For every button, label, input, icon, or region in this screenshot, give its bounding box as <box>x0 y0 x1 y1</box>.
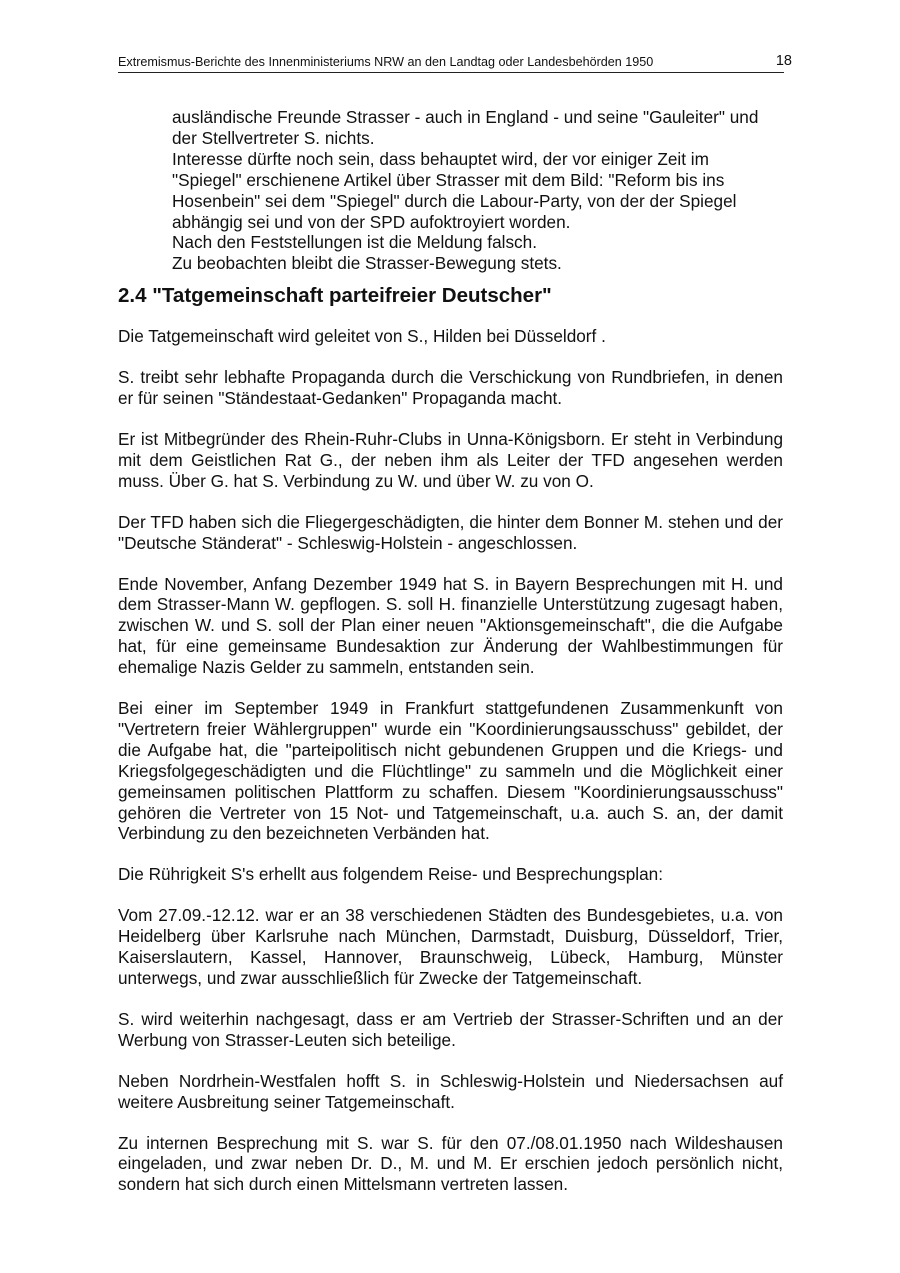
section-heading: 2.4 "Tatgemeinschaft parteifreier Deutscher" <box>118 284 552 308</box>
paragraph: Bei einer im September 1949 in Frankfurt stattgefundenen Zusammenkunft von "Vertretern freier Wählergruppen" wurde ein "Koordinierungsausschuss" gebildet, der die Aufgabe hat, die "parteipolitisch nicht gebundenen Gruppen und die Kriegs- und Kriegsfolgegeschädigten und die Flüchtlinge" zu sammeln und die Möglichkeit einer gemeinsamen politischen Plattform zu schaffen. Diesem "Koordinierungsausschuss" gehören die Vertreter von 15 Not- und Tatgemeinschaft, u.a. auch S. an, der damit Verbindung zu den bezeichneten Verbänden hat. <box>118 698 783 844</box>
paragraph: Die Tatgemeinschaft wird geleitet von S., Hilden bei Düsseldorf . <box>118 326 606 347</box>
page-header <box>118 53 792 73</box>
paragraph: S. treibt sehr lebhafte Propaganda durch die Verschickung von Rundbriefen, in denen er für seinen "Ständestaat-Gedanken" Propaganda macht. <box>118 367 783 409</box>
paragraph: Zu internen Besprechung mit S. war S. für den 07./08.01.1950 nach Wildeshausen eingeladen, und zwar neben Dr. D., M. und M. Er erschien jedoch persönlich nicht, sondern hat sich durch einen Mittelsmann vertreten lassen. <box>118 1132 783 1195</box>
paragraph: Neben Nordrhein-Westfalen hofft S. in Schleswig-Holstein und Niedersachsen auf weitere Ausbreitung seiner Tatgemeinschaft. <box>118 1070 783 1112</box>
paragraph: S. wird weiterhin nachgesagt, dass er am Vertrieb der Strasser-Schriften und an der Werbung von Strasser-Leuten sich beteilige. <box>118 1008 783 1050</box>
intro-line: Interesse dürfte noch sein, dass behauptet wird, der vor einiger Zeit im "Spiegel" erschienene Artikel über Strasser mit dem Bild: "Reform bis ins Hosenbein" sei dem "Spiegel" durch die Labour-Party, von der der Spiegel abhängig sei und von der SPD aufoktroyiert worden. <box>172 148 737 232</box>
paragraph: Die Rührigkeit S's erhellt aus folgendem Reise- und Besprechungsplan: <box>118 864 663 885</box>
document-body <box>118 107 783 1215</box>
intro-line: ausländische Freunde Strasser - auch in England - und seine "Gauleiter" und der Stellvertreter S. nichts. <box>172 107 759 148</box>
intro-line: Nach den Feststellungen ist die Meldung falsch. <box>172 232 537 253</box>
page-number: 18 <box>775 53 792 69</box>
paragraph: Der TFD haben sich die Fliegergeschädigten, die hinter dem Bonner M. stehen und der "Deutsche Ständerat" - Schleswig-Holstein - angeschlossen. <box>118 511 783 553</box>
paragraph: Ende November, Anfang Dezember 1949 hat S. in Bayern Besprechungen mit H. und dem Strasser-Mann W. gepflogen. S. soll H. finanzielle Unterstützung zugesagt haben, zwischen W. und S. soll der Plan einer neuen "Aktionsgemeinschaft", die die Aufgabe hat, für eine gemeinsame Bundesaktion zur Änderung der Wahlbestimmungen für ehemalige Nazis Gelder zu sammeln, entstanden sein. <box>118 573 783 678</box>
header-title: Extremismus-Berichte des Innenministeriums NRW an den Landtag oder Landesbehörden 1950 <box>118 55 654 69</box>
paragraph: Er ist Mitbegründer des Rhein-Ruhr-Clubs in Unna-Königsborn. Er steht in Verbindung mit dem Geistlichen Rat G., der neben ihm als Leiter der TFD angesehen werden muss. Über G. hat S. Verbindung zu W. und über W. zu von O. <box>118 428 783 491</box>
intro-line: Zu beobachten bleibt die Strasser-Bewegung stets. <box>172 253 562 274</box>
intro-block <box>172 107 783 274</box>
paragraph: Vom 27.09.-12.12. war er an 38 verschiedenen Städten des Bundesgebietes, u.a. von Heidelberg über Karlsruhe nach München, Darmstadt, Duisburg, Düsseldorf, Trier, Kaiserslautern, Kassel, Hannover, Braunschweig, Lübeck, Hamburg, Münster unterwegs, und zwar ausschließlich für Zwecke der Tatgemeinschaft. <box>118 905 783 988</box>
